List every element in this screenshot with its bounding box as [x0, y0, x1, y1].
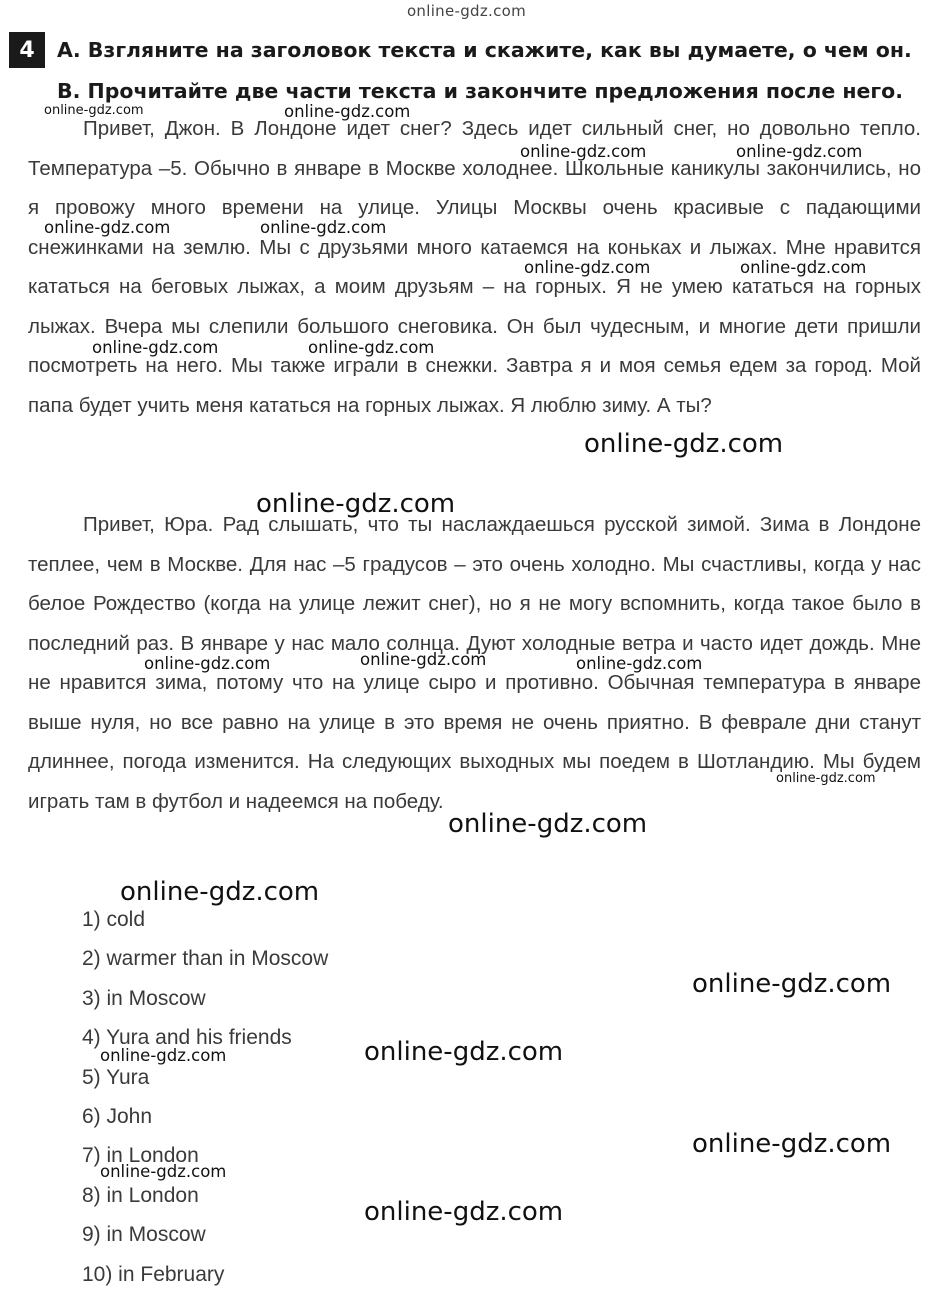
watermark: online-gdz.com — [776, 771, 876, 786]
answer-item: 1) cold — [82, 908, 146, 931]
watermark: online-gdz.com — [692, 969, 892, 999]
site-mark: online-gdz.com — [406, 2, 527, 20]
watermark: online-gdz.com — [740, 258, 867, 277]
answer-item: 6) John — [82, 1104, 153, 1128]
watermark: online-gdz.com — [284, 102, 411, 121]
letter-paragraph-1: Привет, Джон. В Лондоне идет снег? Здесь идет сильный снег, но довольно тепло. Температура –5. Обычно в январе в Москве холоднее. Школьные каникулы закончились, но я провожу много времени на улице. Улицы Москвы очень красивые с падающими снежинками на землю. Мы с друзьями много катаемся на коньках и лыжах. Мне нравится кататься на беговых лыжах, а моим друзьям – на горных. Я не умею кататься на горных лыжах. Вчера мы слепили большого снеговика. Он был чудесным, и многие дети пришли посмотреть на него. Мы также играли в снежки. Завтра я и моя семья едем за город. Мой папа будет учить меня кататься на горных лыжах. Я люблю зиму. А ты? — [28, 117, 921, 417]
watermark: online-gdz.com — [364, 1037, 564, 1067]
watermark: online-gdz.com — [44, 218, 171, 237]
exercise-number: 4 — [9, 32, 45, 68]
watermark: online-gdz.com — [144, 654, 271, 673]
watermark: online-gdz.com — [120, 877, 320, 907]
watermark: online-gdz.com — [364, 1197, 564, 1227]
watermark: online-gdz.com — [256, 489, 456, 519]
watermark: online-gdz.com — [520, 142, 647, 161]
watermark: online-gdz.com — [692, 1129, 892, 1159]
answer-item: 5) Yura — [82, 1065, 150, 1089]
answer-item: 8) in London — [82, 1183, 199, 1207]
answer-item: 3) in Moscow — [82, 986, 206, 1010]
watermark: online-gdz.com — [448, 809, 648, 839]
watermark: online-gdz.com — [92, 338, 219, 357]
answer-item: 7) in London — [82, 1144, 199, 1168]
watermark: online-gdz.com — [524, 258, 651, 277]
watermark: online-gdz.com — [360, 650, 487, 669]
task-b: В. Прочитайте две части текста и закончите предложения после него. — [57, 79, 904, 103]
watermark: online-gdz.com — [260, 218, 387, 237]
watermark: online-gdz.com — [44, 103, 144, 118]
watermark: online-gdz.com — [308, 338, 435, 357]
letter-paragraph-2: Привет, Юра. Рад слышать, что ты наслаждаешься русской зимой. Зима в Лондоне теплее, чем в Москве. Для нас –5 градусов – это очень холодно. Мы счастливы, когда у нас белое Рождество (когда на улице лежит снег), но я не могу вспомнить, когда такое было в последний раз. В январе у нас мало солнца. Дуют холодные ветра и часто идет дождь. Мне не нравится зима, потому что на улице сыро и противно. Обычная температура в январе выше нуля, но все равно на улице в это время не очень приятно. В феврале дни станут длиннее, погода изменится. На следующих выходных мы поедем в Шотландию. Мы будем играть там в футбол и надеемся на победу. — [28, 513, 921, 813]
answer-item: 10) in February — [82, 1262, 225, 1286]
watermark: online-gdz.com — [584, 429, 784, 459]
answer-list — [82, 900, 328, 1294]
watermark: online-gdz.com — [736, 142, 863, 161]
watermark: online-gdz.com — [100, 1046, 227, 1065]
watermark: online-gdz.com — [100, 1162, 227, 1181]
answer-item: 9) in Moscow — [82, 1223, 206, 1247]
answer-item: 4) Yura and his friends — [82, 1026, 292, 1050]
task-a: А. Взгляните на заголовок текста и скажите, как вы думаете, о чем он. — [57, 38, 912, 62]
watermark: online-gdz.com — [576, 654, 703, 673]
answer-item: 2) warmer than in Moscow — [82, 947, 329, 971]
